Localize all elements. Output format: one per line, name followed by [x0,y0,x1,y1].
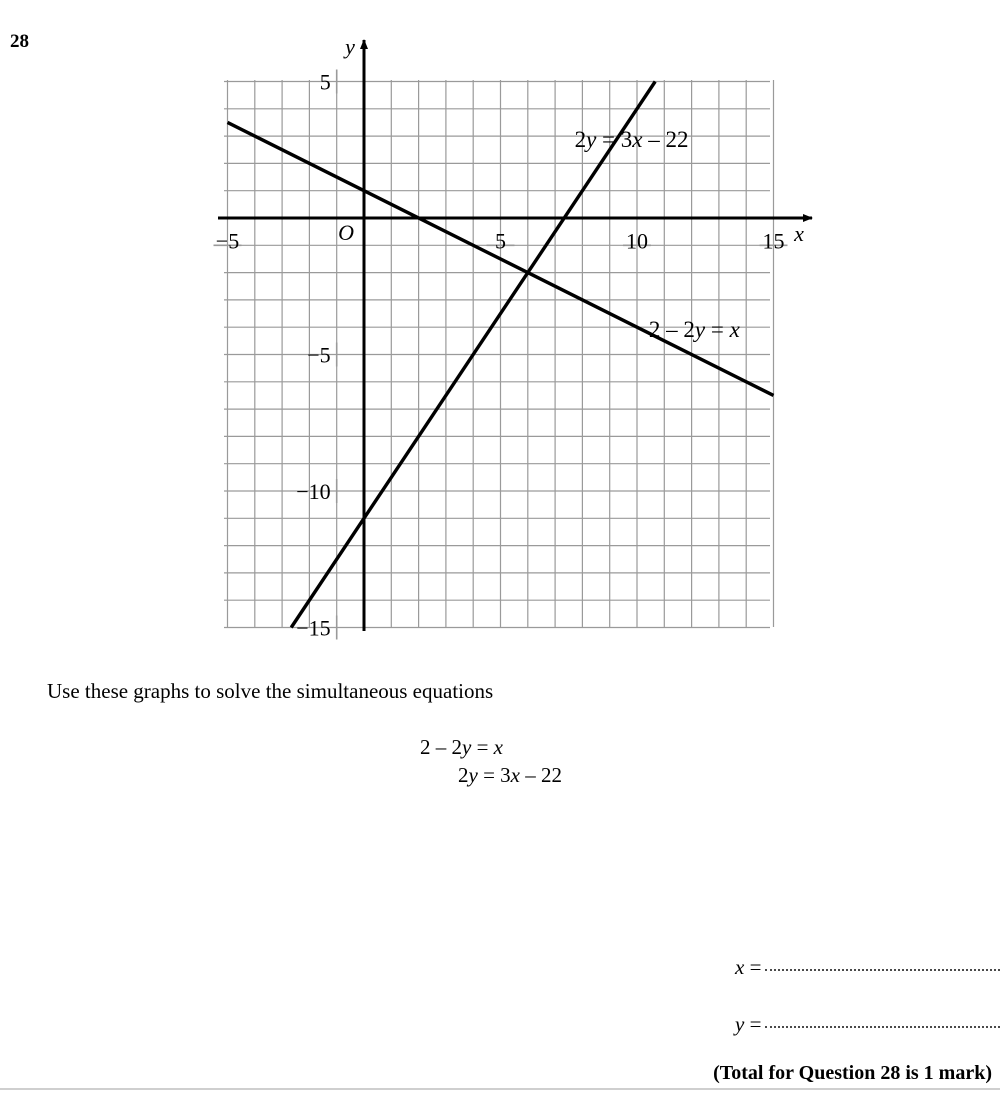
svg-text:10: 10 [626,228,648,254]
footer-rule [0,1088,1000,1090]
svg-text:y: y [345,34,355,59]
instruction-text: Use these graphs to solve the simultaneous equations [47,679,494,703]
equation-line-1: 2 – 2y = x [420,735,503,759]
svg-text:−5: −5 [215,228,240,254]
question-number: 28 [10,31,29,52]
svg-text:−10: −10 [296,479,331,504]
answer-label-y: y = [735,1012,762,1036]
svg-text:15: 15 [762,228,785,254]
answer-label-x: x = [735,955,762,979]
total-mark-text: (Total for Question 28 is 1 mark) [713,1062,992,1084]
equations-block [420,733,562,789]
svg-text:5: 5 [319,69,331,95]
answer-field-x[interactable] [765,957,1000,971]
answer-field-y[interactable] [765,1014,1000,1028]
svg-text:−15: −15 [296,615,331,641]
svg-text:2 – 2y = x: 2 – 2y = x [648,316,740,342]
svg-text:5: 5 [495,228,506,254]
answer-row-x[interactable] [735,955,1000,983]
equation-line-2: 2y = 3x – 22 [458,763,562,787]
svg-text:−5: −5 [307,342,331,368]
svg-text:O: O [338,220,354,245]
svg-text:x: x [794,221,804,246]
svg-text:2y = 3x – 22: 2y = 3x – 22 [574,127,689,153]
answer-row-y[interactable] [735,1012,1000,1040]
